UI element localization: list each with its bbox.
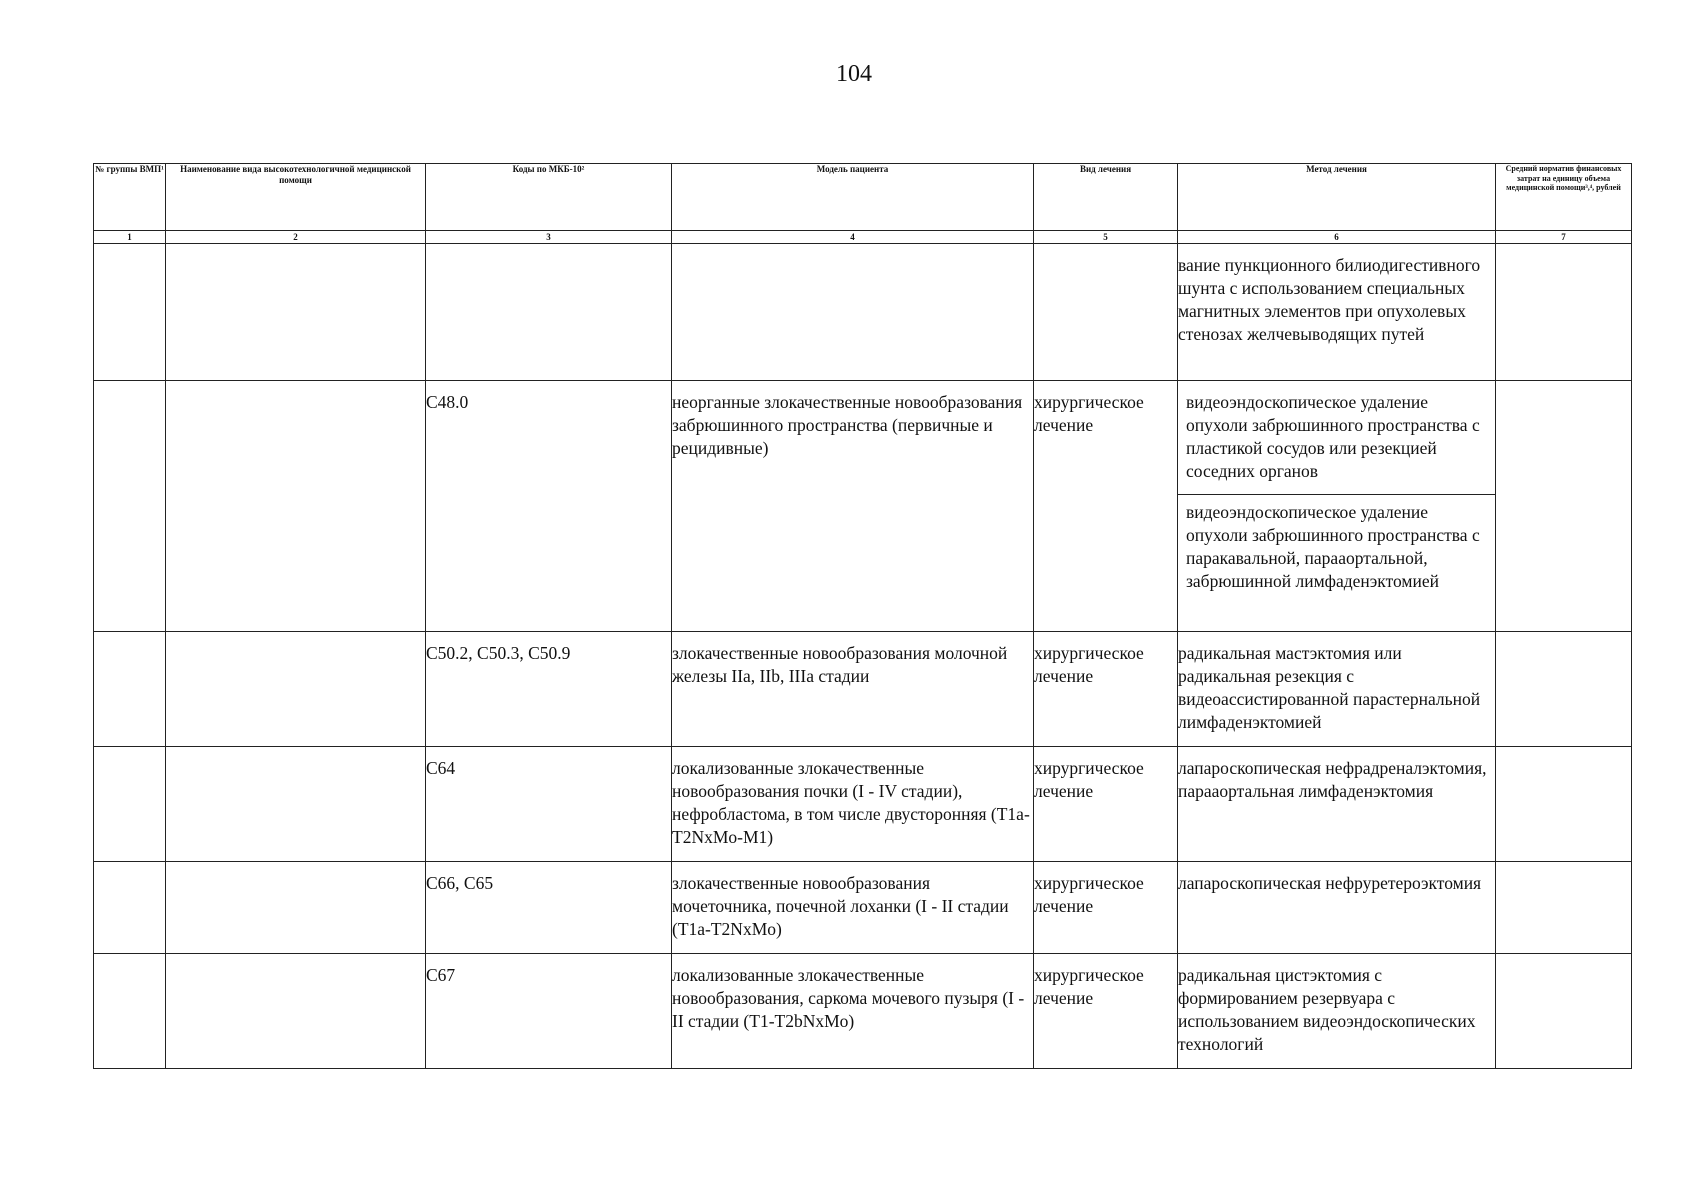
header-patient-model: Модель пациента: [672, 164, 1034, 231]
group-cell: [94, 381, 166, 632]
group-cell: [94, 747, 166, 862]
cost-cell: [1496, 954, 1632, 1069]
page-number: 104: [836, 61, 872, 87]
model-cell: неорганные злокачественные новообразования забрюшинного пространства (первичные и рецидивные): [672, 381, 1034, 632]
codes-cell: C50.2, C50.3, C50.9: [426, 632, 672, 747]
treatment-cell: хирургическое лечение: [1034, 381, 1178, 632]
name-cell: [166, 747, 426, 862]
method-cell: вание пункционного билиодигестивного шунта с использованием специальных магнитных элементов при опухолевых стенозах желчевыводящих путей: [1178, 244, 1496, 381]
model-cell: злокачественные новообразования молочной железы IIa, IIb, IIIa стадии: [672, 632, 1034, 747]
method-cell: лапароскопическая нефрадреналэктомия, парааортальная лимфаденэктомия: [1178, 747, 1496, 862]
codes-cell: C67: [426, 954, 672, 1069]
name-cell: [166, 862, 426, 954]
header-cost-standard: Средний норматив финансовых затрат на единицу объема медицинской помощи³,⁴, рублей: [1496, 164, 1632, 231]
method-item: видеоэндоскопическое удаление опухоли забрюшинного пространства с пластикой сосудов или резекцией соседних органов: [1186, 392, 1480, 481]
name-cell: [166, 244, 426, 381]
column-number: 4: [672, 231, 1034, 244]
treatment-cell: хирургическое лечение: [1034, 954, 1178, 1069]
column-number: 2: [166, 231, 426, 244]
table-row: [94, 954, 1632, 1069]
method-cell: [1178, 381, 1496, 632]
model-cell: злокачественные новообразования мочеточника, почечной лоханки (I - II стадии (T1a-T2NxMo): [672, 862, 1034, 954]
table-row: [94, 747, 1632, 862]
name-cell: [166, 381, 426, 632]
header-treatment-method: Метод лечения: [1178, 164, 1496, 231]
header-row: [94, 164, 1632, 231]
treatment-cell: хирургическое лечение: [1034, 862, 1178, 954]
method-item: видеоэндоскопическое удаление опухоли забрюшинного пространства с паракавальной, парааортальной, забрюшинной лимфаденэктомией: [1178, 494, 1495, 598]
header-group-number: № группы ВМП¹: [94, 164, 166, 231]
name-cell: [166, 632, 426, 747]
treatment-cell: хирургическое лечение: [1034, 632, 1178, 747]
hmp-table: [93, 163, 1632, 1069]
table-row: [94, 632, 1632, 747]
group-cell: [94, 862, 166, 954]
column-number-row: [94, 231, 1632, 244]
method-cell: радикальная цистэктомия с формированием резервуара с использованием видеоэндоскопических технологий: [1178, 954, 1496, 1069]
treatment-cell: [1034, 244, 1178, 381]
column-number: 3: [426, 231, 672, 244]
codes-cell: C66, C65: [426, 862, 672, 954]
model-cell: локализованные злокачественные новообразования почки (I - IV стадии), нефробластома, в том числе двусторонняя (T1a-T2NxMo-M1): [672, 747, 1034, 862]
header-icd-codes: Коды по МКБ-10²: [426, 164, 672, 231]
table-row: [94, 381, 1632, 632]
group-cell: [94, 954, 166, 1069]
column-number: 5: [1034, 231, 1178, 244]
table-row: [94, 244, 1632, 381]
method-cell: лапароскопическая нефруретероэктомия: [1178, 862, 1496, 954]
header-treatment-type: Вид лечения: [1034, 164, 1178, 231]
cost-cell: [1496, 747, 1632, 862]
column-number: 7: [1496, 231, 1632, 244]
model-cell: локализованные злокачественные новообразования, саркома мочевого пузыря (I - II стадии (T1-T2bNxMo): [672, 954, 1034, 1069]
group-cell: [94, 244, 166, 381]
name-cell: [166, 954, 426, 1069]
header-care-type-name: Наименование вида высокотехнологичной медицинской помощи: [166, 164, 426, 231]
column-number: 1: [94, 231, 166, 244]
column-number: 6: [1178, 231, 1496, 244]
treatment-cell: хирургическое лечение: [1034, 747, 1178, 862]
cost-cell: [1496, 632, 1632, 747]
table-row: [94, 862, 1632, 954]
codes-cell: C64: [426, 747, 672, 862]
codes-cell: C48.0: [426, 381, 672, 632]
cost-cell: [1496, 862, 1632, 954]
method-cell: радикальная мастэктомия или радикальная резекция с видеоассистированной парастернальной лимфаденэктомией: [1178, 632, 1496, 747]
codes-cell: [426, 244, 672, 381]
model-cell: [672, 244, 1034, 381]
cost-cell: [1496, 381, 1632, 632]
cost-cell: [1496, 244, 1632, 381]
group-cell: [94, 632, 166, 747]
